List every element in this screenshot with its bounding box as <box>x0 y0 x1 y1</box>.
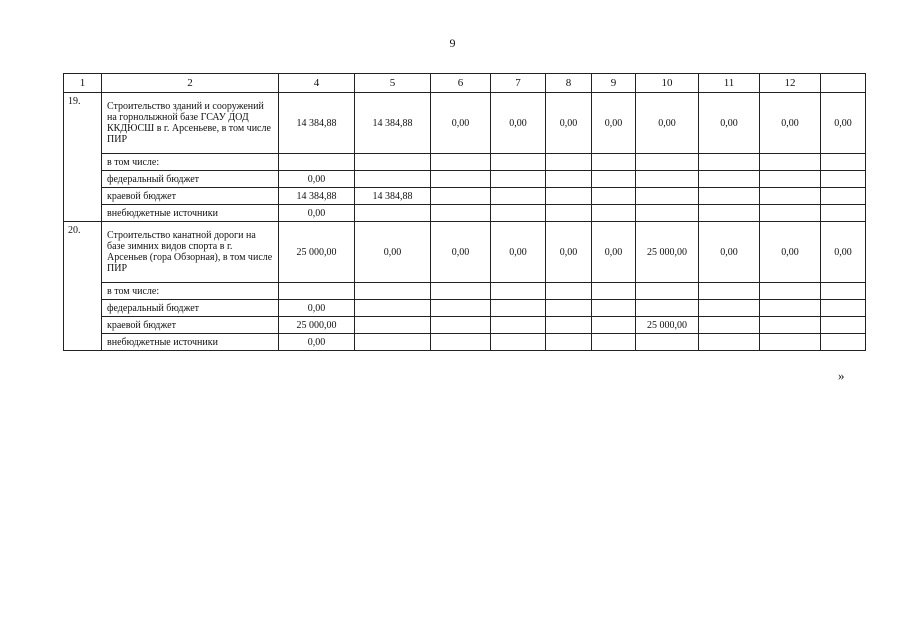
value-cell: 14 384,88 <box>279 188 355 205</box>
value-cell: 0,00 <box>355 222 431 283</box>
value-cell <box>636 300 699 317</box>
sub-row <box>64 171 866 188</box>
value-cell <box>592 334 636 351</box>
value-cell <box>491 154 546 171</box>
value-cell <box>821 334 866 351</box>
sub-row <box>64 317 866 334</box>
value-cell: 0,00 <box>821 222 866 283</box>
sub-row-label: федеральный бюджет <box>102 171 279 188</box>
value-cell: 14 384,88 <box>355 93 431 154</box>
value-cell <box>592 171 636 188</box>
column-header <box>821 74 866 93</box>
value-cell: 14 384,88 <box>355 188 431 205</box>
item-row <box>64 222 866 283</box>
column-header: 6 <box>431 74 491 93</box>
value-cell <box>279 283 355 300</box>
value-cell <box>821 205 866 222</box>
value-cell: 25 000,00 <box>279 317 355 334</box>
value-cell <box>491 171 546 188</box>
value-cell: 0,00 <box>546 93 592 154</box>
value-cell <box>636 188 699 205</box>
sub-row <box>64 334 866 351</box>
column-header: 2 <box>102 74 279 93</box>
value-cell <box>431 205 491 222</box>
budget-table <box>63 73 866 351</box>
column-header: 9 <box>592 74 636 93</box>
value-cell: 0,00 <box>699 93 760 154</box>
value-cell <box>491 205 546 222</box>
value-cell <box>546 300 592 317</box>
value-cell <box>760 171 821 188</box>
value-cell <box>636 171 699 188</box>
value-cell <box>355 300 431 317</box>
sub-row-label: внебюджетные источники <box>102 334 279 351</box>
value-cell <box>279 154 355 171</box>
value-cell <box>821 171 866 188</box>
value-cell: 14 384,88 <box>279 93 355 154</box>
value-cell <box>431 188 491 205</box>
value-cell <box>592 154 636 171</box>
column-header: 7 <box>491 74 546 93</box>
value-cell <box>431 334 491 351</box>
item-title: Строительство канатной дороги на базе зимних видов спорта в г. Арсеньев (гора Обзорная), в том числе ПИР <box>102 222 279 283</box>
item-row <box>64 93 866 154</box>
value-cell: 0,00 <box>821 93 866 154</box>
column-header: 10 <box>636 74 699 93</box>
value-cell: 0,00 <box>279 300 355 317</box>
value-cell: 0,00 <box>431 93 491 154</box>
value-cell: 25 000,00 <box>279 222 355 283</box>
value-cell <box>546 154 592 171</box>
sub-row-label: в том числе: <box>102 154 279 171</box>
sub-row <box>64 188 866 205</box>
value-cell <box>821 154 866 171</box>
value-cell: 25 000,00 <box>636 222 699 283</box>
value-cell <box>431 154 491 171</box>
value-cell: 0,00 <box>592 222 636 283</box>
value-cell <box>821 188 866 205</box>
header-row <box>64 74 866 93</box>
sub-row <box>64 283 866 300</box>
column-header: 1 <box>64 74 102 93</box>
sub-row-label: краевой бюджет <box>102 317 279 334</box>
value-cell <box>699 171 760 188</box>
value-cell <box>431 171 491 188</box>
value-cell <box>636 283 699 300</box>
column-header: 11 <box>699 74 760 93</box>
column-header: 8 <box>546 74 592 93</box>
value-cell <box>699 317 760 334</box>
sub-row <box>64 205 866 222</box>
column-header: 5 <box>355 74 431 93</box>
value-cell <box>592 300 636 317</box>
value-cell <box>592 283 636 300</box>
value-cell: 0,00 <box>546 222 592 283</box>
value-cell: 0,00 <box>491 93 546 154</box>
value-cell <box>491 300 546 317</box>
value-cell <box>431 300 491 317</box>
value-cell <box>355 171 431 188</box>
value-cell: 0,00 <box>760 93 821 154</box>
value-cell <box>760 300 821 317</box>
value-cell <box>546 188 592 205</box>
value-cell <box>355 334 431 351</box>
value-cell <box>546 334 592 351</box>
value-cell <box>760 188 821 205</box>
value-cell <box>355 283 431 300</box>
value-cell <box>546 171 592 188</box>
value-cell: 0,00 <box>592 93 636 154</box>
column-header: 4 <box>279 74 355 93</box>
value-cell <box>760 283 821 300</box>
value-cell: 0,00 <box>760 222 821 283</box>
value-cell <box>821 317 866 334</box>
value-cell: 0,00 <box>699 222 760 283</box>
value-cell <box>491 283 546 300</box>
value-cell <box>355 317 431 334</box>
value-cell: 25 000,00 <box>636 317 699 334</box>
value-cell <box>636 154 699 171</box>
value-cell <box>431 283 491 300</box>
sub-row-label: в том числе: <box>102 283 279 300</box>
value-cell <box>760 334 821 351</box>
item-number: 19. <box>64 93 102 222</box>
value-cell <box>491 188 546 205</box>
value-cell <box>355 154 431 171</box>
value-cell <box>592 188 636 205</box>
sub-row <box>64 300 866 317</box>
value-cell: 0,00 <box>636 93 699 154</box>
value-cell <box>546 317 592 334</box>
value-cell <box>491 317 546 334</box>
value-cell <box>546 283 592 300</box>
closing-quote: » <box>838 368 845 383</box>
sub-row-label: федеральный бюджет <box>102 300 279 317</box>
value-cell <box>636 334 699 351</box>
value-cell <box>592 317 636 334</box>
value-cell: 0,00 <box>279 334 355 351</box>
value-cell <box>699 334 760 351</box>
sub-row-label: внебюджетные источники <box>102 205 279 222</box>
page-number: 9 <box>449 36 456 50</box>
value-cell <box>699 283 760 300</box>
value-cell <box>760 154 821 171</box>
value-cell <box>546 205 592 222</box>
value-cell <box>431 317 491 334</box>
sub-row-label: краевой бюджет <box>102 188 279 205</box>
value-cell: 0,00 <box>431 222 491 283</box>
item-title: Строительство зданий и сооружений на горнолыжной базе ГСАУ ДОД ККДЮСШ в г. Арсеньеве, в том числе ПИР <box>102 93 279 154</box>
value-cell <box>355 205 431 222</box>
value-cell <box>699 300 760 317</box>
value-cell: 0,00 <box>279 205 355 222</box>
value-cell <box>699 188 760 205</box>
value-cell <box>821 300 866 317</box>
item-number: 20. <box>64 222 102 351</box>
value-cell: 0,00 <box>491 222 546 283</box>
value-cell: 0,00 <box>279 171 355 188</box>
value-cell <box>760 205 821 222</box>
value-cell <box>760 317 821 334</box>
sub-row <box>64 154 866 171</box>
value-cell <box>636 205 699 222</box>
value-cell <box>699 154 760 171</box>
value-cell <box>699 205 760 222</box>
column-header: 12 <box>760 74 821 93</box>
value-cell <box>821 283 866 300</box>
value-cell <box>592 205 636 222</box>
value-cell <box>491 334 546 351</box>
